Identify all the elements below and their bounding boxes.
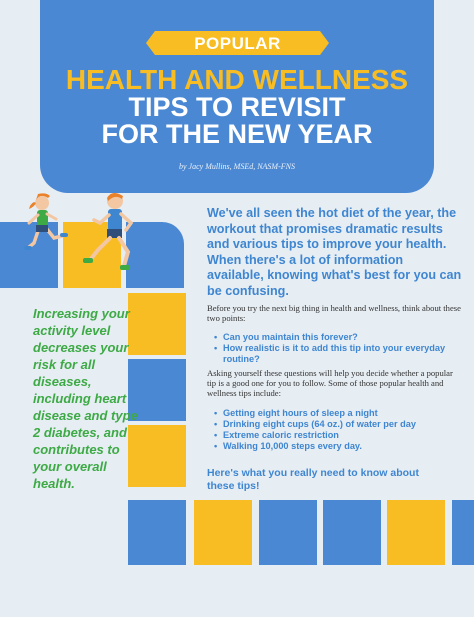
list-item: • Walking 10,000 steps every day. (214, 441, 454, 452)
list-item: • Extreme caloric restriction (214, 430, 454, 441)
body-paragraph-2: Asking yourself these questions will help you decide whether a popular tip is a good one for you to follow. Some of those popular health and wellness tips include: (207, 368, 453, 398)
side-quote: Increasing your activity level decreases your risk for all diseases, including heart disease and type 2 diabetes, and contributes to your overall health. (33, 306, 138, 491)
list-item: • Drinking eight cups (64 oz.) of water per day (214, 419, 454, 430)
runner-man-icon (83, 193, 131, 270)
closing-line: Here's what you really need to know about these tips! (207, 467, 419, 492)
title-line-1: HEALTH AND WELLNESS (65, 64, 409, 95)
list-item: • Getting eight hours of sleep a night (214, 408, 454, 419)
track-tile (387, 500, 445, 565)
track-tile (259, 500, 317, 565)
runners-illustration (20, 188, 145, 280)
track-tile (128, 500, 186, 565)
list-item: • How realistic is it to add this tip into your everyday routine? (214, 343, 454, 365)
intro-paragraph: We've all seen the hot diet of the year, the workout that promises dramatic results and various tips to improve your health. When there's a lot of information available, knowing what's best for you can be confusing. (207, 206, 462, 298)
track-tile (194, 500, 252, 565)
questions-list (214, 332, 454, 365)
byline: by Jacy Mullins, MSEd, NASM-FNS (179, 162, 295, 171)
track-tile (323, 500, 381, 565)
popular-ribbon (155, 31, 320, 55)
badge-text: POPULAR (194, 34, 281, 53)
track-tile (452, 500, 474, 565)
list-item: • Can you maintain this forever? (214, 332, 454, 343)
body-paragraph-1: Before you try the next big thing in health and wellness, think about these two points: (207, 303, 461, 323)
title-line-3: FOR THE NEW YEAR (101, 119, 373, 149)
runner-woman-icon (24, 193, 68, 250)
tips-list (214, 408, 454, 452)
title-line-2: TIPS TO REVISIT (128, 92, 346, 122)
